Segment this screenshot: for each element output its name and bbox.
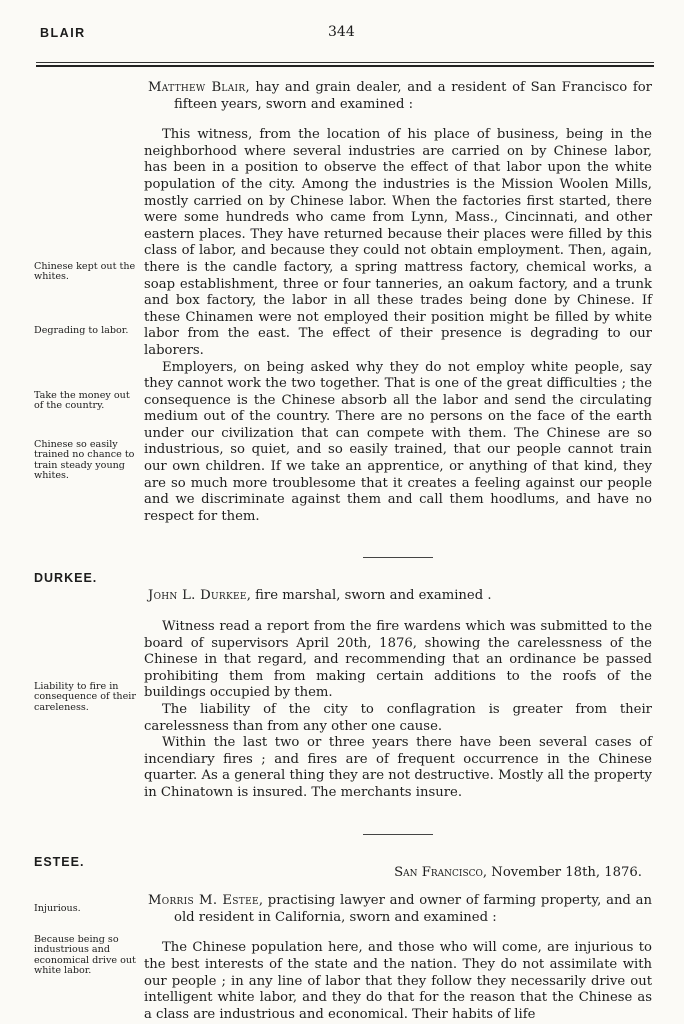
margin-note-drive-out: Because being so industrious and economical drive out white labor. <box>34 934 136 977</box>
estee-dateline <box>144 865 642 882</box>
blair-intro-text: , hay and grain dealer, and a resident of San Francisco for fifteen years, sworn and examined : <box>174 80 652 112</box>
section-label-estee: ESTEE. <box>34 855 85 869</box>
estee-paragraph-1: The Chinese population here, and those who will come, are injurious to the best interests of the state and the nation. They do not assimilate with our people ; in any line of labor that they follow they necessarily drive out intelligent white labor, and they do that for the reason that the Chinese as a class are industrious and economical. Their habits of life <box>144 940 652 1022</box>
section-separator-2 <box>363 834 433 835</box>
margin-note-easily-trained: Chinese so easily trained no chance to train steady young whites. <box>34 439 135 482</box>
running-head: BLAIR <box>40 26 86 40</box>
header-rule-thin <box>36 62 654 63</box>
section-label-durkee: DURKEE. <box>34 571 98 585</box>
dateline-date: , November 18th, 1876. <box>482 864 642 880</box>
durkee-intro-text: , fire marshal, sworn and examined . <box>246 588 492 604</box>
margin-note-liability-fire: Liability to fire in consequence of their careleness. <box>34 681 136 713</box>
section-separator-1 <box>363 557 433 558</box>
blair-paragraph-1: This witness, from the location of his place of business, being in the neighborhood where several industries are carried on by Chinese labor, has been in a position to observe the effect of that labor upon the white population of the city. Among the industries is the Mission Woolen Mills, mostly carried on by Chinese labor. When the factories first started, there were some hundreds who came from Lynn, Mass., Cincinnati, and other eastern places. They have returned because their places were filled by this class of labor, and because they could not obtain employment. Then, again, there is the candle factory, a spring mattress factory, chemical works, a soap establishment, three or four tanneries, an oakum factory, and a trunk and box factory, the labor in all these trades being done by Chinese. If these Chinamen were not employed their position might be filled by white labor from the east. The effect of their presence is degrading to our laborers. <box>144 127 652 358</box>
margin-note-chinese-kept-out: Chinese kept out the whites. <box>34 261 136 283</box>
blair-intro <box>144 80 652 113</box>
durkee-paragraph-2: The liability of the city to conflagration is greater from their carelessness than from any other one cause. <box>144 702 652 734</box>
blair-paragraph-2: Employers, on being asked why they do not employ white people, say they cannot work the two together. That is one of the great difficulties ; the consequence is the Chinese absorb all the labor and send the circulating medium out of the country. There are no persons on the face of the earth under our civilization that can compete with them. The Chinese are so industrious, so quiet, and so easily trained, that our people cannot train our own children. If we take an apprentice, or anything of that kind, they are so much more troublesome that it creates a feeling against our people and we discriminate against them and call them hoodlums, and have no respect for them. <box>144 359 652 524</box>
header-rule-thick <box>36 65 654 67</box>
main-text-column <box>144 80 652 1023</box>
estee-intro-text: , practising lawyer and owner of farming property, and an old resident in California, sworn and examined : <box>174 893 652 925</box>
margin-note-degrading: Degrading to labor. <box>34 325 129 336</box>
margin-note-injurious: Injurious. <box>34 903 81 914</box>
durkee-intro <box>144 588 652 605</box>
durkee-witness-name: John L. Durkee <box>148 588 247 604</box>
page-header <box>32 24 654 44</box>
margin-note-take-money: Take the money out of the country. <box>34 390 130 412</box>
page-number: 344 <box>328 24 355 40</box>
durkee-paragraph-3: Within the last two or three years there have been several cases of incendiary fires ; and fires are of frequent occurrence in the Chinese quarter. As a general thing they are not destructive. Mostly all the property in Chinatown is insured. The merchants insure. <box>144 735 652 800</box>
blair-witness-name: Matthew Blair <box>148 80 246 95</box>
dateline-place: San Francisco <box>394 864 483 880</box>
durkee-paragraph-1: Witness read a report from the fire wardens which was submitted to the board of supervisors April 20th, 1876, showing the carelessness of the Chinese in that regard, and recommending that an ordinance be passed prohibiting them from making certain additions to the roofs of the buildings occupied by them. <box>144 619 652 701</box>
estee-intro <box>144 893 652 926</box>
estee-witness-name: Morris M. Estee <box>148 893 259 909</box>
